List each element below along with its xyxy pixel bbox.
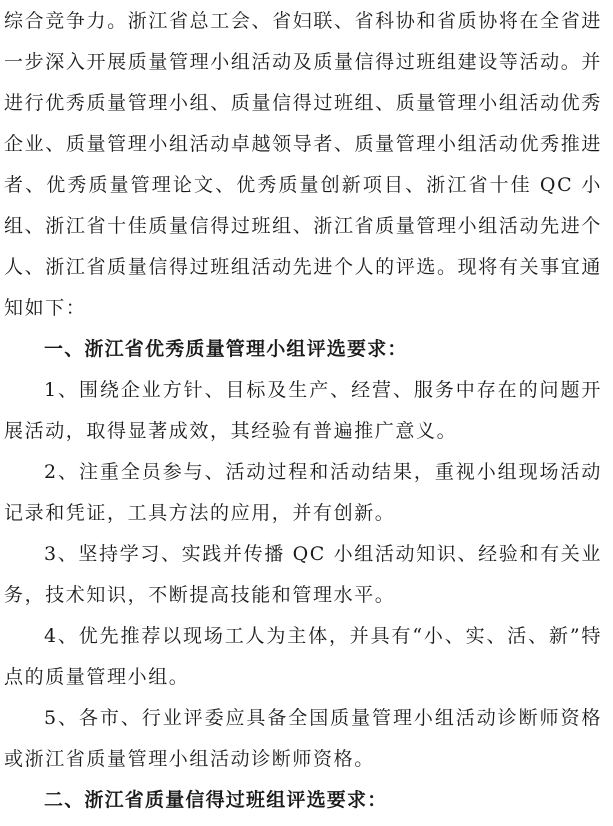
section-two-heading: 二、浙江省质量信得过班组评选要求： — [44, 789, 388, 811]
requirement-item-2: 2、注重全员参与、活动过程和活动结果，重视小组现场活动记录和凭证，工具方法的应用，并有创新。 — [4, 461, 602, 524]
section-one-heading: 一、浙江省优秀质量管理小组评选要求： — [44, 338, 408, 360]
requirement-item-5: 5、各市、行业评委应具备全国质量管理小组活动诊断师资格或浙江省质量管理小组活动诊断师资格。 — [4, 707, 602, 770]
requirement-item-1: 1、围绕企业方针、目标及生产、经营、服务中存在的问题开展活动，取得显著成效，其经验有普遍推广意义。 — [4, 379, 602, 442]
requirement-item-3: 3、坚持学习、实践并传播 QC 小组活动知识、经验和有关业务，技术知识，不断提高技能和管理水平。 — [4, 543, 602, 606]
intro-paragraph: 综合竞争力。浙江省总工会、省妇联、省科协和省质协将在全省进一步深入开展质量管理小组活动及质量信得过班组建设等活动。并进行优秀质量管理小组、质量信得过班组、质量管理小组活动优秀企业、质量管理小组活动卓越领导者、质量管理小组活动优秀推进者、优秀质量管理论文、优秀质量创新项目、浙江省十佳 QC 小组、浙江省十佳质量信得过班组、浙江省质量管理小组活动先进个人、浙江省质量信得过班组活动先进个人的评选。现将有关事宜通知如下： — [4, 10, 602, 319]
requirement-item-4: 4、优先推荐以现场工人为主体，并具有“小、实、活、新”特点的质量管理小组。 — [4, 625, 602, 688]
